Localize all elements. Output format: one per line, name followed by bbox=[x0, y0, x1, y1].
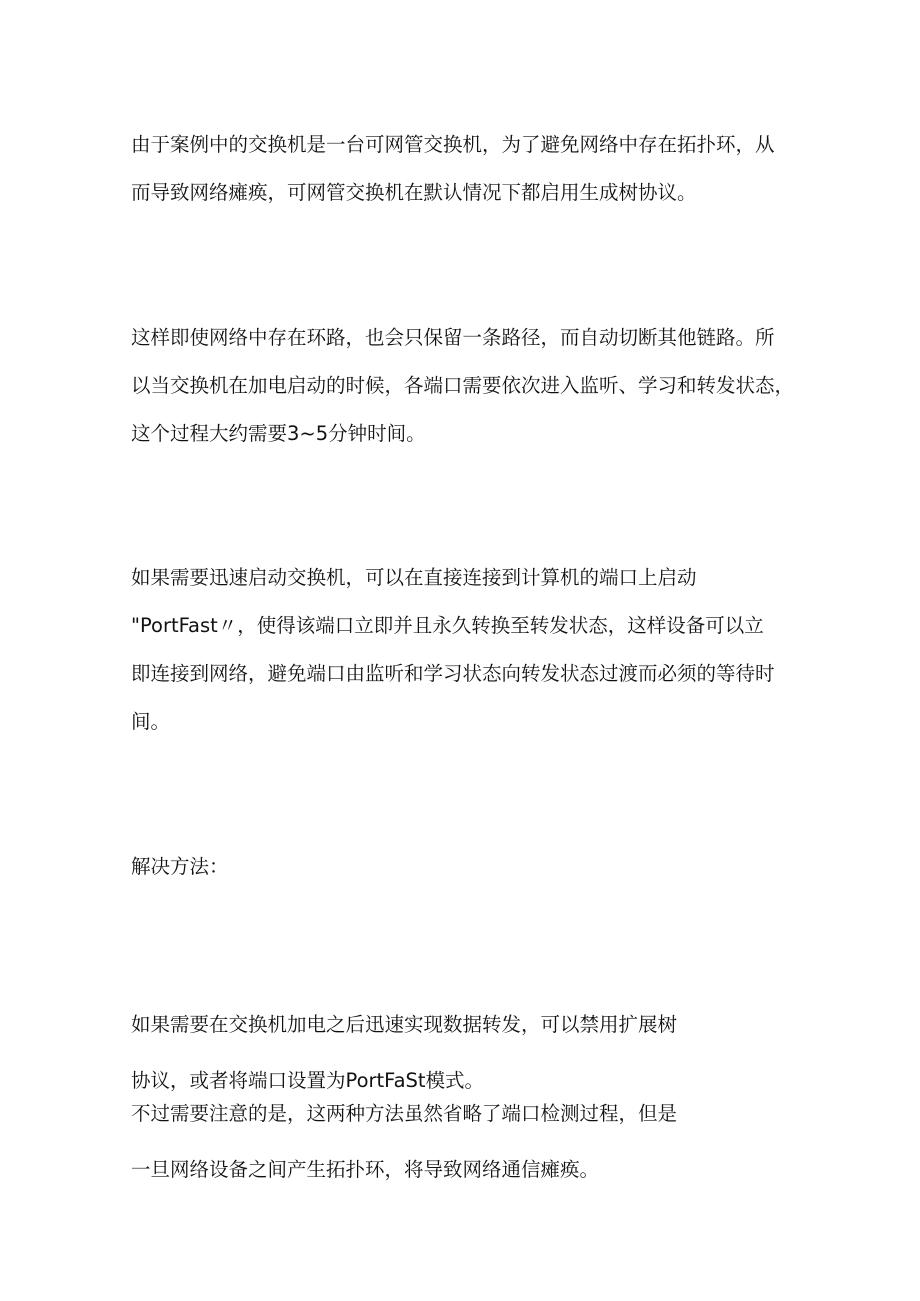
paragraph-4-line-2: 协议，或者将端口设置为PortFaSt模式。 bbox=[131, 1069, 485, 1092]
paragraph-1-line-1: 由于案例中的交换机是一台可网管交换机，为了避免网络中存在拓扑环，从 bbox=[131, 133, 775, 156]
paragraph-2-line-2: 以当交换机在加电启动的时候，各端口需要依次进入监听、学习和转发状态， bbox=[131, 374, 795, 397]
section-heading: 解决方法： bbox=[131, 855, 229, 878]
paragraph-4-line-1: 如果需要在交换机加电之后迅速实现数据转发，可以禁用扩展树 bbox=[131, 1013, 678, 1036]
paragraph-1-line-2: 而导致网络瘫痪，可网管交换机在默认情况下都启用生成树协议。 bbox=[131, 181, 697, 204]
paragraph-3-line-4: 间。 bbox=[131, 710, 171, 733]
paragraph-3-line-1: 如果需要迅速启动交换机，可以在直接连接到计算机的端口上启动 bbox=[131, 566, 697, 589]
paragraph-3-line-2: "PortFast〃，使得该端口立即并且永久转换至转发状态，这样设备可以立 bbox=[131, 614, 764, 637]
paragraph-2-line-1: 这样即使网络中存在环路，也会只保留一条路径，而自动切断其他链路。所 bbox=[131, 326, 775, 349]
paragraph-4-line-3: 不过需要注意的是，这两种方法虽然省略了端口检测过程，但是 bbox=[131, 1102, 678, 1125]
paragraph-3-line-3: 即连接到网络，避免端口由监听和学习状态向转发状态过渡而必须的等待时 bbox=[131, 662, 775, 685]
paragraph-4-line-4: 一旦网络设备之间产生拓扑环，将导致网络通信瘫痪。 bbox=[131, 1158, 600, 1181]
paragraph-2-line-3: 这个过程大约需要3~5分钟时间。 bbox=[131, 422, 426, 445]
